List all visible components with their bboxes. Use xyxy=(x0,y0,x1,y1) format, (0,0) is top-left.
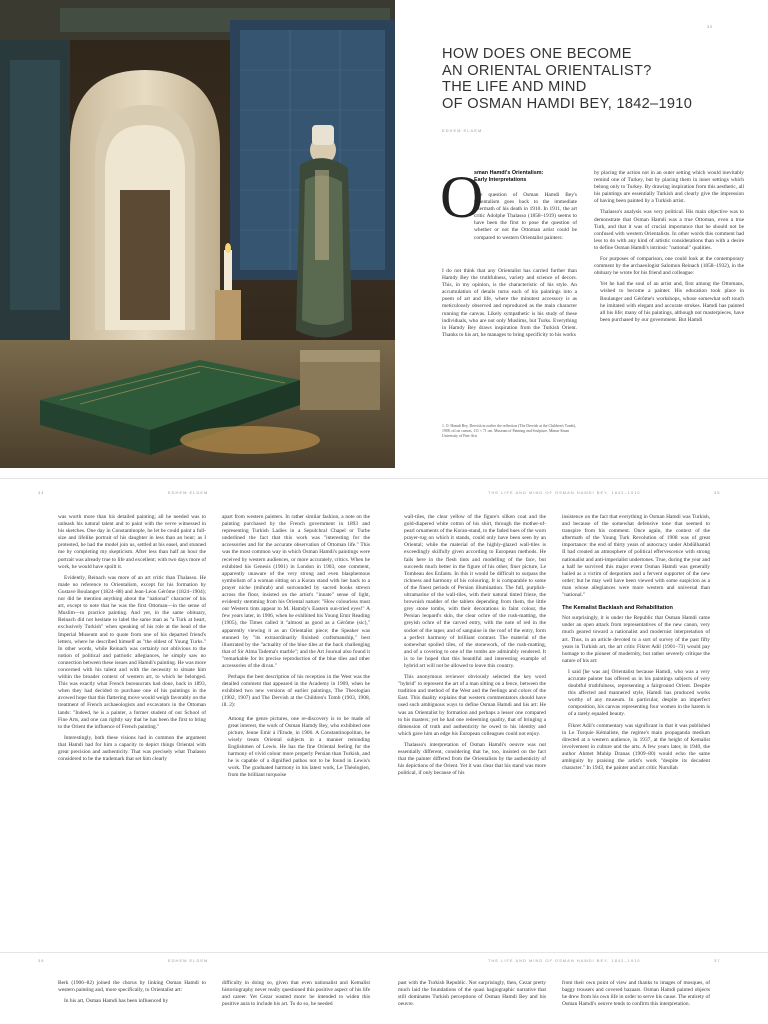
section-subheading: Early Interpretations xyxy=(474,177,527,183)
spread2-column-2: apart from western painters. In rather similar fashion, a note on the painting purchased by the French government in 1893 and representing Turkish Ladies in a Sepulchral Chapel or Turbe underlined the fact that this work was "interesting for the accessories and for the accurate observation of Ottoman life." This was the most common way in which Osman Hamdi's paintings were received by western audiences, or more accurately, critics. When he exhibited his Genesis (1901) in London in 1903, one comment, apparently unaware of the very strong and even blasphemous symbolism of a woman sitting on a Koran stand with her back to a prayer niche (mihrab) and surrounded by sacred books strewn across the floor, insisted on the artist's "innate" sense of light, evidently stemming from his Oriental nature: "How colourless must our Western tints appear to M. Hamdy's Eastern sun-tried eyes!" A few years later, in 1906, when he exhibited his Young Emir Reading (1905), the Times called it "almost as good as a Gérôme (sic)," apparently viewing it as an Orientalist piece; the Speaker was stunned by "its extraordinarily finished craftsmanship," best illustrated by the "actuality of the blue tiles at the back challenging that of Sir Alma Tadema's marble"; and the Art Journal also found it "remarkable for its precise reproduction of the blue tiles and other accessories of the divan." Perhaps the best description of his reception in the West was the detailed comment that appeared in the Academy in 1909, when he exhibited two new versions of earlier paintings, The Theologian (1902, 1907) and The Dervish at the Children's Tomb (1903, 1908, ill. 2): Among the genre pictures, one re-discovery is to be made of great interest, the work of Osman Hamdy Bey, who exhibited one picture, Jeune Emir à l'Etude, in 1906. A Constantinopolitan, he wisely treats Oriental subjects in a manner reminding Englishmen of Lewis. He has the fine Oriental feeling for the harmony of vivid colour more properly Persian than Turkish, and he is capable of a dignified pathos not to be found in Lewis's work. The graduated harmony in his latest work, Le Théologien, from the brilliant turquoise xyxy=(222,514,370,779)
intro-block xyxy=(474,170,577,184)
spread3-column-4: from their own point of view and thanks to images of mosques, of baggy trousers and covered bazaars. Osman Hamdi painted objects he drew from his own life in order to serve his cause. The entirety of Osman Hamdi's oeuvre tends to confirm this interpretation. xyxy=(562,980,710,1008)
dervish-tomb-painting xyxy=(0,0,395,468)
running-head: THE LIFE AND MIND OF OSMAN HAMDI BEY, 1842–1910 xyxy=(488,958,641,963)
spread3-column-2: difficulty in doing so, given that even nationalist and Kemalist historiography never really questioned this positive aspect of his life and career. Yet Cezar wanted more: he intended to widen this positive aura to include his art. To do so, he needed xyxy=(222,980,370,1008)
section-heading: The Kemalist Backlash and Rehabilitation xyxy=(562,605,673,612)
section-heading: sman Hamdi's Orientalism: xyxy=(474,170,544,176)
article-column-2: by placing the action not in an outer setting which would inevitably remind one of Turkey, but by placing them in inner settings which belong only to Turkey. By drawing inspiration from this aesthetic, all his paintings are essentially Turkish and clearly give the impression of having been painted by a Turkish artist. Thalasso's analysis was very political. His main objective was to demonstrate that Osman Hamdi was a true Ottoman, even a true Turk, and that it was of crucial importance that he should not be confused with western Orientalists. In other words this comment had less to do with any kind of artistic considerations than with a desire to define Osman Hamdi's intrinsic "national" qualities. For purposes of comparison, one could look at the contemporary comment by the archaeologist Salomon Reinach (1858–1932), in the obituary he wrote for his friend and colleague: Yet he had the soul of an artist and, first among the Ottomans, wished to become a painter. His education took place in Boulanger and Gérôme's workshops, whose somewhat soft touch he imitated with elegant and accurate strokes. Hamdi has painted all his life; many of his paintings, although not masterpieces, have been purchased by our government. But Hamdi xyxy=(594,170,744,323)
drop-cap: O xyxy=(440,164,484,230)
running-head: EDHEM ELDEM xyxy=(168,958,209,963)
page-number: 34 xyxy=(38,490,45,495)
title-line-4: OF OSMAN HAMDI BEY, 1842–1910 xyxy=(442,95,693,112)
intro-paragraph: The question of Osman Hamdi Bey's Orientalism goes back to the immediate aftermath of his death in 1910. In 1911, the art critic Adolphe Thalasso (1858–1919) seems to have been the first to pose the question of whether or not the Ottoman artist could be compared to western Orientalist painters: xyxy=(474,192,577,241)
page-number: 35 xyxy=(714,490,721,495)
author-name: EDHEM ELDEM xyxy=(442,128,483,133)
spread2-column-1: was worth more than his detailed painting; all he needed was to unleash his natural talent and to paint with the verve witnessed in his sketches. One day in Constantinople, he let be could paint a full-size and lifelike portrait of his daughter in less than an hour; as I protested, he had the model join us, settled at his easel, and stunned me by completing my skepticism. After less than half an hour the portrait was already true to life and excellent; with two days more of work, he would have spoilt it. Evidently, Reinach was more of an art critic than Thalasso. He made no reference to Orientalism, except for his formation by Gustave Boulanger (1824–88) and Jean-Léon Gérôme (1824–1904); nor did he mention anything about the "national" character of his art, except to note that he was the first Ottoman—in the sense of Muslim—to practice painting. And yet, in the same obituary, Reinach did not hesitate to label the same man as "a Turk at heart, exclusively Turkish" when speaking of his role at the head of the Imperial Museum and to quote from one of his departed friend's letters, where he described himself as "the oldest of Young Turks." In other words, while Reinach was certainly not oblivious to the notion of political and patriotic allegiances, he simply saw no connection between these issues and Hamdi's painting. He was more concerned with his talent and with the necessity to situate him within the broader context of western art, to which he belonged. This was exactly what French bureaucrats had done, back in 1893, when they had decided to purchase one of his paintings in the avowed hope that this flattering move would weigh favorably on the treatment of French archaeologists and excavators in the Ottoman lands: "Indeed, he is a painter, a former student of our School of Fine Arts, and one can rightly say that he has been the first to bring to the Orient the influence of French painting." Interestingly, both these visions had in common the argument that Hamdi had for him a capacity to depict things Oriental with great precision and authenticity. That was precisely what Thalasso considered to be the trademark that set him clearly xyxy=(58,514,206,763)
chapter-title xyxy=(442,46,742,112)
page-number: 33 xyxy=(707,24,713,29)
spread3-column-1: Berk (1906–82) joined the chorus by linking Osman Hamdi to western painting and, more specifically, to Orientalist art: In his art, Osman Hamdi has been influenced by xyxy=(58,980,206,1005)
spread3-column-3: past with the Turkish Republic. Not surprisingly, then, Cezar pretty much laid the foundations of the quasi hagiographic narrative that still dominates Turkish perceptions of Osman Hamdi Bey and his oeuvre. xyxy=(398,980,546,1008)
spread2-column-4: insistence on the fact that everything in Osman Hamdi was Turkish, and because of the somewhat defensive tone that seemed to transpire from his comment. Once again, the context of the aftermath of the Young Turk Revolution of 1908 was of great importance: the end of thirty years of autocracy under Abdülhamid II had created an atmosphere of political effervescence with strong nationalist and anti-imperialist undertones. True, during the year and a half he survived this major event Osman Hamdi was generally hailed as a victim of despotism and a fervent supporter of the new order; but he may well have been viewed with some suspicion as a man whose allegiances were more western and universal than "national." The Kemalist Backlash and Rehabilitation Not surprisingly, it is under the Republic that Osman Hamdi came under an open attack from representatives of the new canon, very much geared toward a nationalist and modernist interpretation of art. Thus, in an article devoted to a sort of survey of the past fifty years in Turkish art, the art critic Fikret Adil (1901–73) would pay homage to the pioneer of modernity, but rather severely critique the nature of his art: I said [he was an] Orientalist because Hamdi, who was a very accurate painter has offered us in his paintings subjects of very doubtful truthfulness, representing a fairground Orient. Despite this affected and mannered style, Hamdi has produced works worthy of any museum. In particular, despite an imperfect composition, his canvas representing four women in the harem is of a rarely equaled beauty. Fikret Adil's commentary was significant in that it was published in Le Turquie Kémaliste, the regime's main propaganda medium directed at a western audience, in 1937, at the height of Kemalist involvement in culture and the arts. A few years later, in 1940, the author Ahmet Muhip Dranas (1909–80) would echo the same ambiguity by praising the artist's work "despite its decadent character." In 1943, the painter and art critic Nurullah xyxy=(562,514,710,772)
running-head: THE LIFE AND MIND OF OSMAN HAMDI BEY, 1842–1910 xyxy=(488,490,641,495)
article-column-1 xyxy=(440,164,577,388)
thalasso-quote: I do not think that any Orientalist has carried further than Hamdy Bey the truthfulness, variety and science of decors. This, in my opinion, is the characteristic of his style. An accumulation of details turns each of his paintings into a poem of art and life, where the minutest accessory is as meticulously observed and reproduced as the main character running the canvas. Likely sympathetic is his study of these individuals, who are not only Muslims, but Turks. Everything in Hamdy Bey draws inspiration from the Turkish Orient. Thanks to his art, he manages to bring specificity to his works xyxy=(442,268,577,338)
page-number: 36 xyxy=(38,958,45,963)
painting-illustration xyxy=(0,0,395,468)
title-line-1: HOW DOES ONE BECOME xyxy=(442,46,632,62)
title-line-3: THE LIFE AND MIND xyxy=(442,79,587,95)
spread2-column-3: wall-tiles, the clear yellow of the figure's silken coat and the gold-diapered white cotton of his shirt, through the mother-of-pearl ornaments of the Koran-stand, to the faded hues of the worn prayer-rug on which it stands, could only have been seen by an Oriental; while the material of the highly-glazed wall-tiles is exceedingly skilfully given according to European methods. He fails here in the flesh tints and modelling of the face, but succeeds much better in the figure of his other, finer picture, Le Tombeau des Enfants. In this it would be difficult to surpass the richness and harmony of his colouring. It is comparable to some of the finest periods of Persian illumination. The full, purplish-ultramarine of the wall-tiles, with their natural tinted frieze, the brownish madder of the tablets depending from them, the little grey stone tombs, with their decorations in faint colour, the Persian leopard's skin, the clear ochre of the rush-matting, the greyish ochre of the carved entry, with the note of red in the socket of the taper, and of sanguine in the roof of the entry, form a perfect harmony of brilliant contrast. The material of the somewhat spoiled tiles, of the stonework, of the rush-matting, and of a covering to one of the tombs are admirably rendered. It is to be hoped that this beautiful and interesting example of hybrid art will not be allowed to leave this country. This anonymous reviewer obviously selected the key word "hybrid" to represent the art of a man sitting on a fence, between the tradition and method of the West and the feelings and colors of the East. This duality explains that western commentators should have used such ambiguous ways to define Osman Hamdi and his art: He was an Orientalist by formation and perhaps a lesser one compared to his masters; yet he had one redeeming quality, that of bringing a dimension of truth and authenticity he owed to his identity and which gave him an edge his European colleagues could not enjoy. Thalasso's interpretation of Osman Hamdi's oeuvre was not essentially different, considering that he, too, insisted on the fact that the painter differed from the Orientalists by the authenticity of his depictions of the Orient. Yet it was clear that his stand was more political, if only because of his xyxy=(398,514,546,777)
running-head: EDHEM ELDEM xyxy=(168,490,209,495)
page-number: 37 xyxy=(714,958,721,963)
title-line-2: AN ORIENTAL ORIENTALIST? xyxy=(442,62,652,79)
figure-caption: 1. O. Hamdi Bey, Dervish in earlier the reflection (The Dervish at the Children's Tomb), 1908, oil on canvas, 111 × 71 cm. Museum of Painting and Sculpture, Mimar Sinan University of Fine Arts xyxy=(442,424,576,438)
page-divider xyxy=(0,478,768,479)
page-divider xyxy=(0,952,768,953)
